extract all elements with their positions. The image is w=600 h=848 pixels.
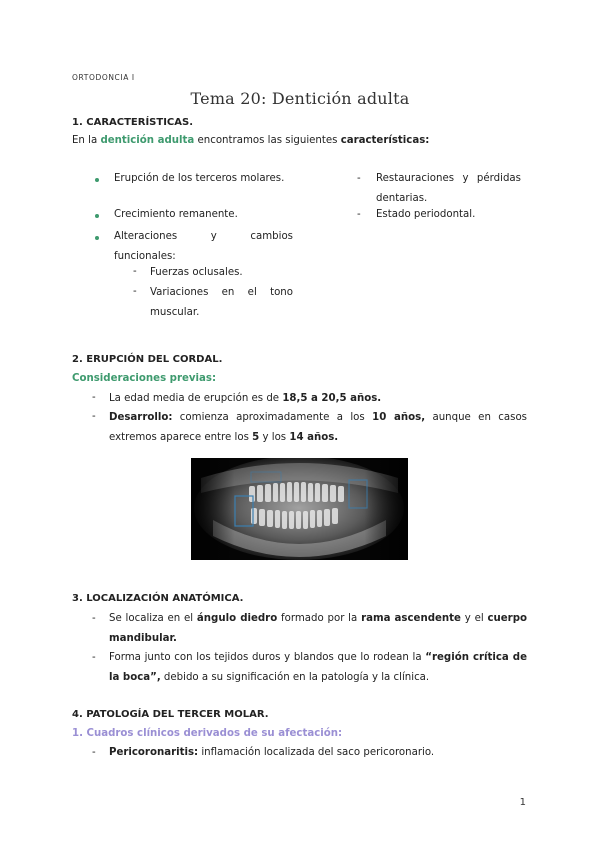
list-item: Se localiza en el ángulo diedro formado por la rama ascendente y el cuerpo mandibular. <box>109 613 527 644</box>
list-item: La edad media de erupción es de 18,5 a 20,5 años. <box>109 393 382 404</box>
section-1-heading: 1. CARACTERÍSTICAS. <box>72 117 193 128</box>
running-header: ORTODONCIA I <box>72 73 135 82</box>
dash-icon: - <box>357 209 361 220</box>
list-item: Restauraciones y pérdidas dentarias. <box>376 173 521 204</box>
sub-list-item: Variaciones en el tono muscular. <box>150 287 293 318</box>
list-item: Alteraciones y cambios funcionales: <box>114 231 293 262</box>
dash-icon: - <box>92 747 96 758</box>
list-item: Desarrollo: comienza aproximadamente a los 10 años, aunque en casos extremos aparece entre los 5 y los 14 años. <box>109 412 527 443</box>
bullet-icon <box>95 178 99 182</box>
section-3-heading: 3. LOCALIZACIÓN ANATÓMICA. <box>72 593 244 604</box>
page-title: Tema 20: Dentición adulta <box>190 89 410 108</box>
dash-icon: - <box>92 613 96 624</box>
dash-icon: - <box>92 392 96 403</box>
section-2-subheading: Consideraciones previas: <box>72 373 217 384</box>
list-item: Crecimiento remanente. <box>114 209 238 220</box>
section-4-subheading: 1. Cuadros clínicos derivados de su afectación: <box>72 728 343 739</box>
section-2-heading: 2. ERUPCIÓN DEL CORDAL. <box>72 354 223 365</box>
dash-icon: - <box>92 411 96 422</box>
dash-icon: - <box>357 173 361 184</box>
section-1-intro: En la dentición adulta encontramos las siguientes características: <box>72 135 430 146</box>
sub-list-item: Fuerzas oclusales. <box>150 267 243 278</box>
list-item: Erupción de los terceros molares. <box>114 173 285 184</box>
dash-icon: - <box>133 266 137 277</box>
list-item: Estado periodontal. <box>376 209 476 220</box>
panoramic-xray-image <box>191 458 408 560</box>
page-number: 1 <box>519 797 526 808</box>
list-item: Forma junto con los tejidos duros y blandos que lo rodean la “región crítica de la boca”, debido a su significación en la patología y la clínica. <box>109 652 527 683</box>
dash-icon: - <box>133 286 137 297</box>
bullet-icon <box>95 236 99 240</box>
bullet-icon <box>95 214 99 218</box>
dash-icon: - <box>92 652 96 663</box>
section-4-heading: 4. PATOLOGÍA DEL TERCER MOLAR. <box>72 709 269 720</box>
list-item: Pericoronaritis: inflamación localizada del saco pericoronario. <box>109 747 435 758</box>
